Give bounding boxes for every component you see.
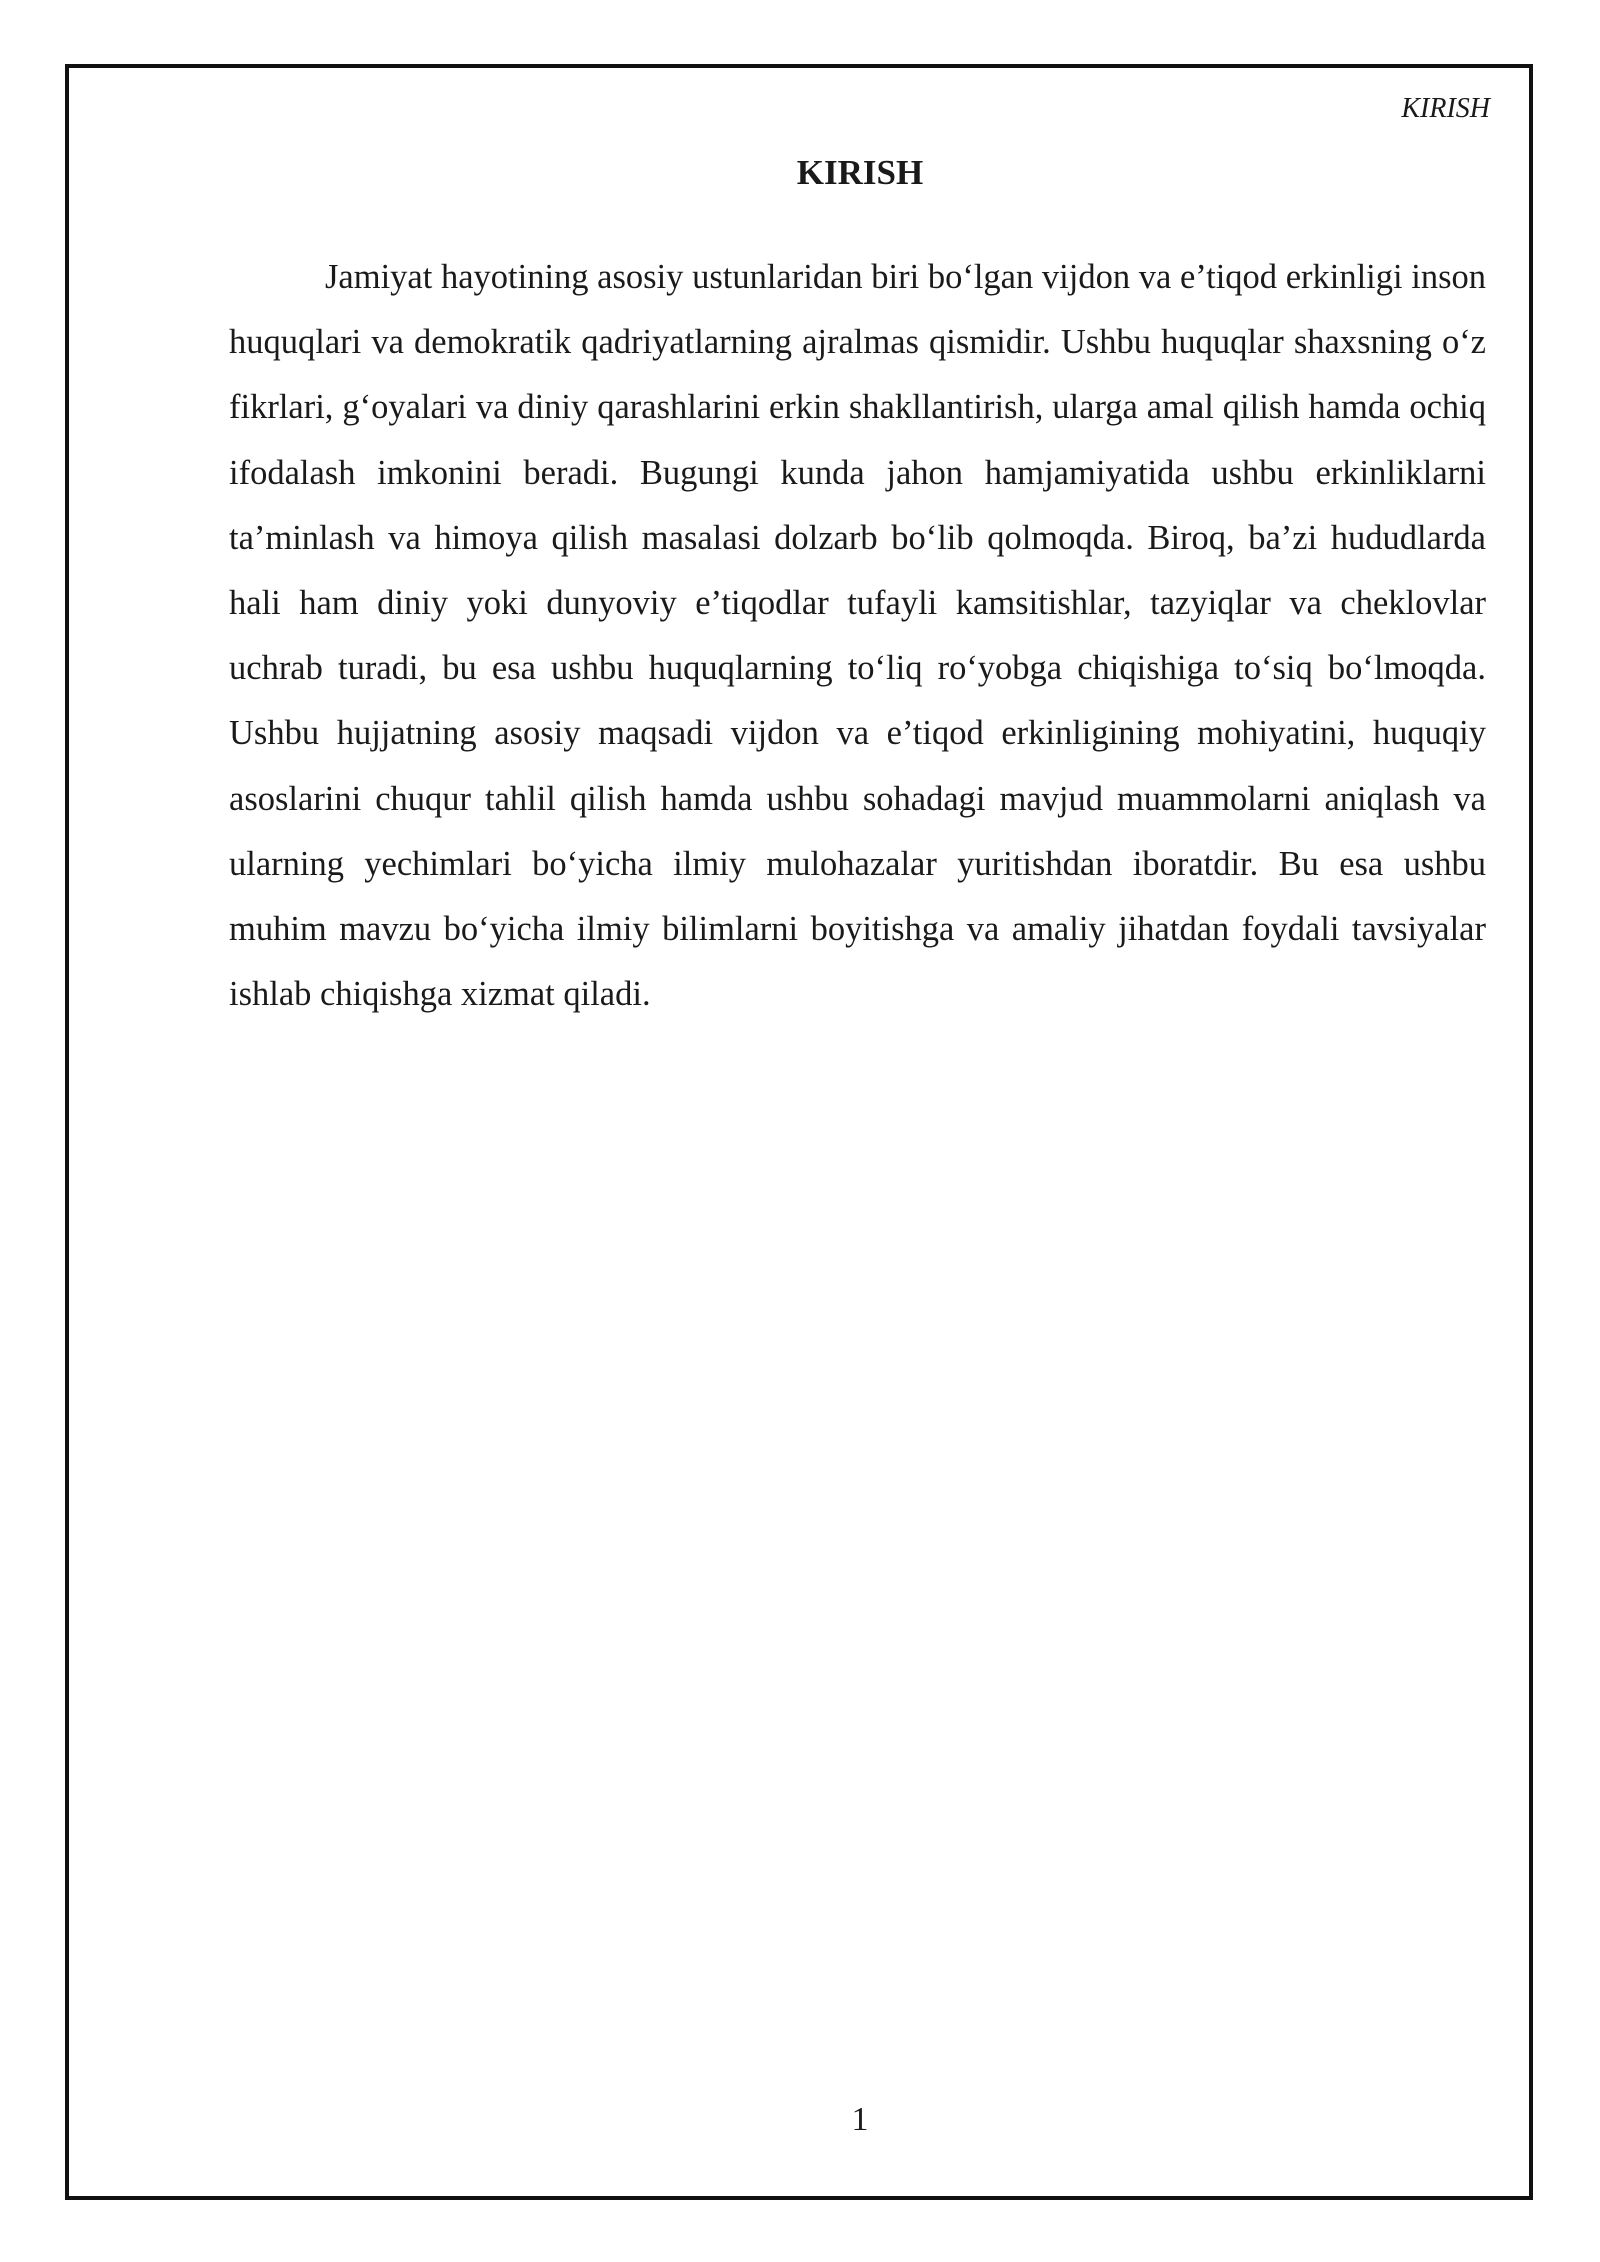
body-paragraph: Jamiyat hayotining asosiy ustunlaridan biri bo‘lgan vijdon va e’tiqod erkinligi inson huquqlari va demokratik qadriyatlarning ajralmas qismidir. Ushbu huquqlar shaxsning o‘z fikrlari, g‘oyalari va diniy qarashlarini erkin shakllantirish, ularga amal qilish hamda ochiq ifodalash imkonini beradi. Bugungi kunda jahon hamjamiyatida ushbu erkinliklarni ta’minlash va himoya qilish masalasi dolzarb bo‘lib qolmoqda. Biroq, ba’zi hududlarda hali ham diniy yoki dunyoviy e’tiqodlar tufayli kamsitishlar, tazyiqlar va cheklovlar uchrab turadi, bu esa ushbu huquqlarning to‘liq ro‘yobga chiqishiga to‘siq bo‘lmoqda. Ushbu hujjatning asosiy maqsadi vijdon va e’tiqod erkinligining mohiyatini, huquqiy asoslarini chuqur tahlil qilish hamda ushbu sohadagi mavjud muammolarni aniqlash va ularning yechimlari bo‘yicha ilmiy mulohazalar yuritishdan iboratdir. Bu esa ushbu muhim mavzu bo‘yicha ilmiy bilimlarni boyitishga va amaliy jihatdan foydali tavsiyalar ishlab chiqishga xizmat qiladi. xyxy=(229,258,1486,1014)
running-header: KIRISH xyxy=(1401,93,1490,124)
page-number: 1 xyxy=(851,2101,869,2138)
page-title: KIRISH xyxy=(796,153,924,192)
